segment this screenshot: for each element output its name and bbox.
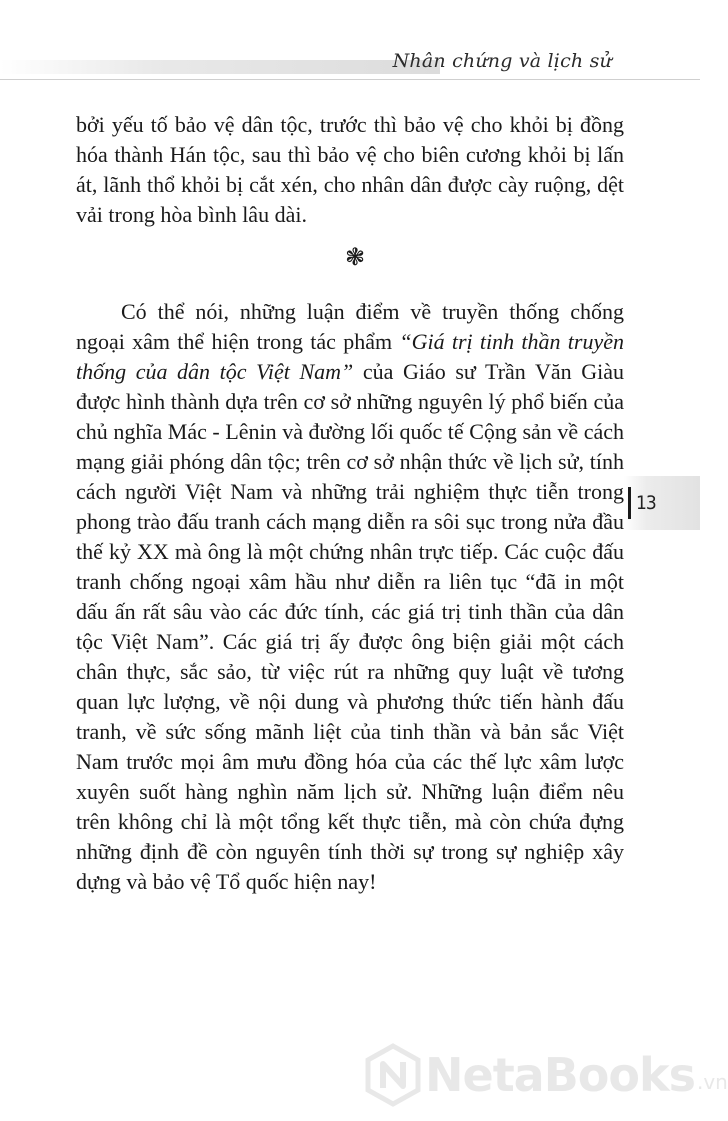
watermark-brand: NetaBooks bbox=[425, 1048, 695, 1102]
section-break-ornament-icon: ❃ bbox=[344, 245, 366, 271]
paragraph-main-part-2: của Giáo sư Trần Văn Giàu được hình thành dựa trên cơ sở những nguyên lý phổ biến của chủ nghĩa Mác - Lênin và đường lối quốc tế Cộng sản về cách mạng giải phóng dân tộc; trên cơ sở nhận thức về lịch sử, tính cách người Việt Nam và những trải nghiệm thực tiễn trong phong trào đấu tranh cách mạng diễn ra sôi sục trong nửa đầu thế kỷ XX mà ông là một chứng nhân trực tiếp. Các cuộc đấu tranh chống ngoại xâm hầu như diễn ra liên tục “đã in một dấu ấn rất sâu vào các đức tính, các giá trị tinh thần của dân tộc Việt Nam”. Các giá trị ấy được ông biện giải một cách chân thực, sắc sảo, từ việc rút ra những quy luật về tương quan lực lượng, về nội dung và phương thức tiến hành đấu tranh, về sức sống mãnh liệt của tinh thần và bản sắc Việt Nam trước mọi âm mưu đồng hóa của các thế lực xâm lược xuyên suốt hàng nghìn năm lịch sử. Những luận điểm nêu trên không chỉ là một tổng kết thực tiễn, mà còn chứa đựng những định đề còn nguyên tính thời sự trong sự nghiệp xây dựng và bảo vệ Tổ quốc hiện nay! bbox=[76, 359, 624, 894]
page-number: 13 bbox=[636, 492, 656, 514]
paragraph-main-part-1: Có thể nói, những luận điểm về truyền thống chống ngoại xâm thể hiện trong tác phẩm bbox=[76, 299, 624, 354]
header-decorative-bar bbox=[0, 60, 440, 74]
paragraph-continued: bởi yếu tố bảo vệ dân tộc, trước thì bảo vệ cho khỏi bị đồng hóa thành Hán tộc, sau thì bảo vệ cho biên cương khỏi bị lấn át, lãnh thổ khỏi bị cắt xén, cho nhân dân được cày ruộng, dệt vải trong hòa bình lâu dài. bbox=[76, 112, 624, 227]
running-head-title: Nhân chứng và lịch sử bbox=[392, 50, 612, 72]
book-title-italic: “Giá trị tinh thần truyền thống của dân tộc Việt Nam” bbox=[76, 329, 625, 384]
watermark bbox=[365, 1044, 728, 1106]
header-rule bbox=[0, 79, 700, 80]
page-number-rule bbox=[628, 487, 631, 519]
netabooks-logo-icon bbox=[365, 1044, 421, 1106]
watermark-suffix: .vn bbox=[696, 1070, 728, 1094]
paragraph-main bbox=[76, 297, 624, 897]
